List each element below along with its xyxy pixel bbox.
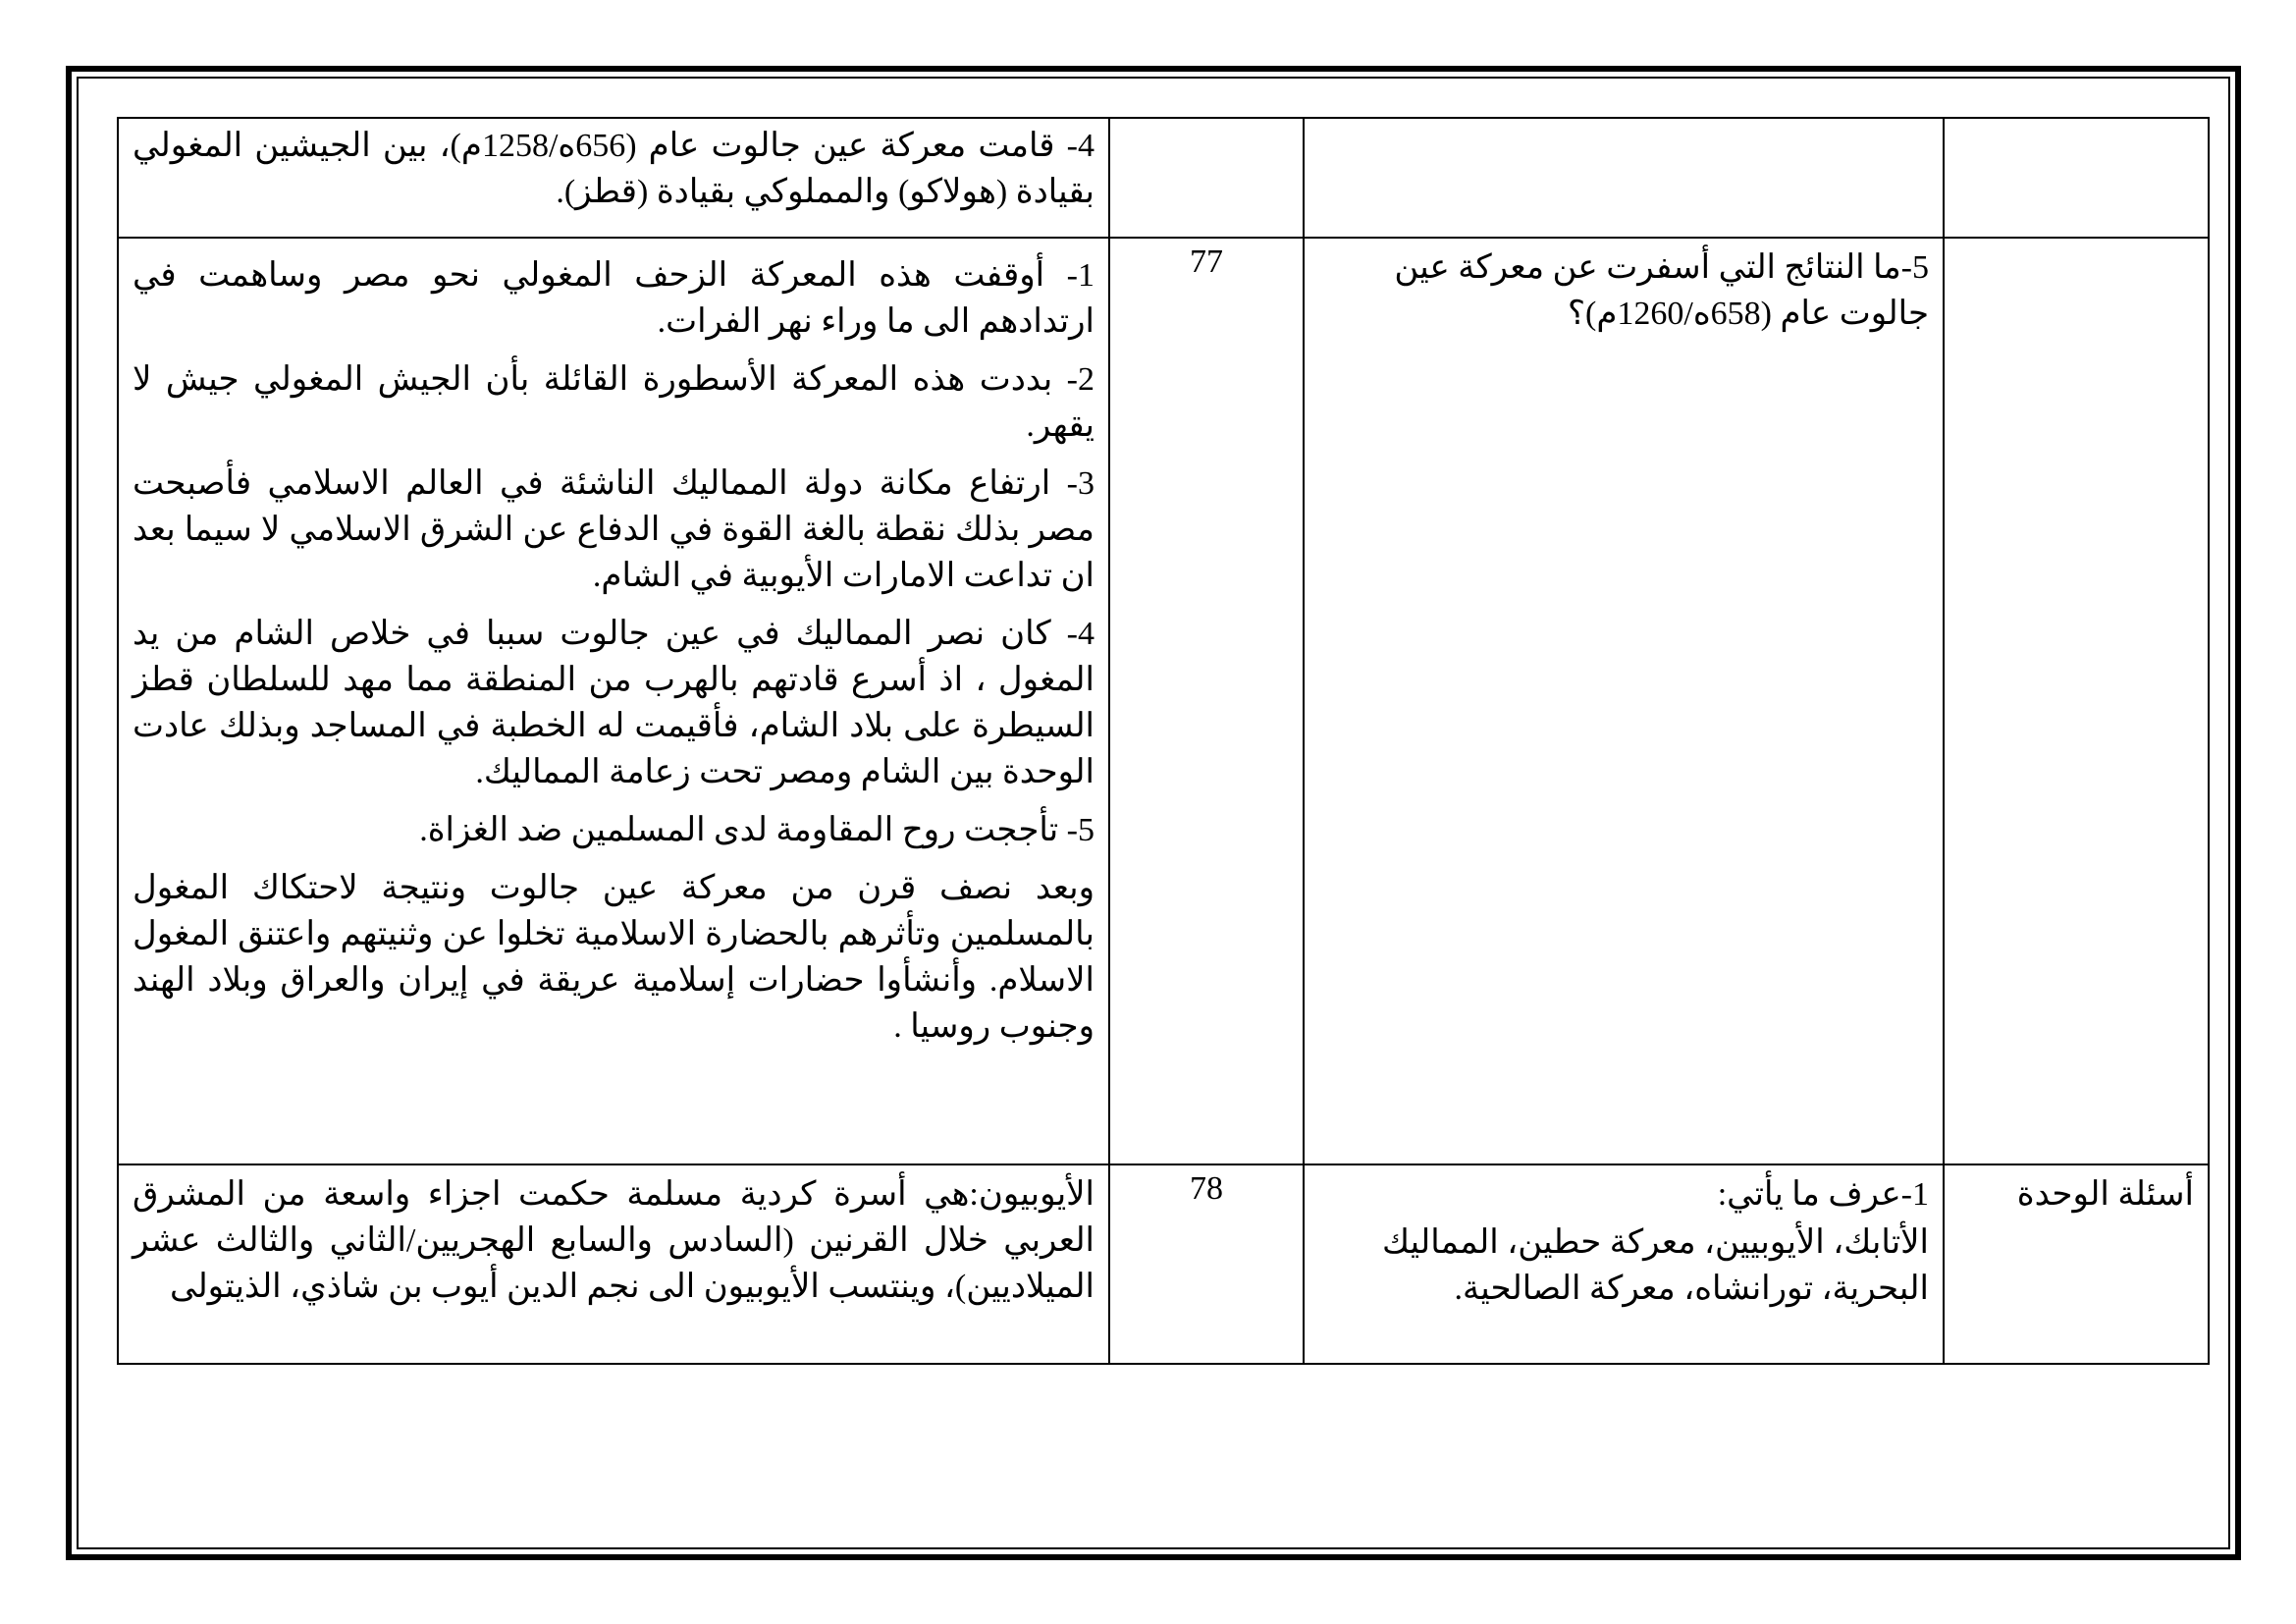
unit-cell: أسئلة الوحدة <box>1944 1164 2209 1364</box>
question-text: 1-عرف ما يأتي: <box>1717 1176 1929 1213</box>
question-terms: الأتابك، الأيوبيين، معركة حطين، المماليك البحرية، تورانشاه، معركة الصالحية. <box>1381 1224 1929 1307</box>
answer-paragraph: 3- ارتفاع مكانة دولة المماليك الناشئة في العالم الاسلامي فأصبحت مصر بذلك نقطة بالغة القوة في الدفاع عن الشرق الاسلامي لا سيما بعد ان تداعت الامارات الأيوبية في الشام. <box>133 465 1095 594</box>
page-number-cell: 78 <box>1109 1164 1304 1364</box>
table-row <box>118 118 2209 238</box>
answer-paragraph: 5- تأججت روح المقاومة لدى المسلمين ضد الغزاة. <box>419 812 1095 848</box>
answer-paragraph: 4- كان نصر المماليك في عين جالوت سببا في خلاص الشام من يد المغول ، اذ أسرع قادتهم بالهرب من المنطقة مما مهد للسلطان قطز السيطرة على بلاد الشام، فأقيمت له الخطبة في المساجد وبذلك عادت الوحدة بين الشام ومصر تحت زعامة المماليك. <box>133 616 1095 790</box>
answer-cell <box>118 118 1109 238</box>
unit-cell <box>1944 118 2209 238</box>
question-cell <box>1304 1164 1944 1364</box>
answer-paragraph: 2- بددت هذه المعركة الأسطورة القائلة بأن الجيش المغولي جيش لا يقهر. <box>133 361 1095 444</box>
unit-cell <box>1944 238 2209 1164</box>
answer-cell <box>118 1164 1109 1364</box>
page-number-cell: 77 <box>1109 238 1304 1164</box>
answer-cell <box>118 238 1109 1164</box>
question-cell: 5-ما النتائج التي أسفرت عن معركة عين جالوت عام (658ه/1260م)؟ <box>1304 238 1944 1164</box>
answer-paragraph: 1- أوقفت هذه المعركة الزحف المغولي نحو مصر وساهمت في ارتدادهم الى ما وراء نهر الفرات. <box>133 257 1095 340</box>
answer-paragraph: الأيوبيون:هي أسرة كردية مسلمة حكمت اجزاء واسعة من المشرق العربي خلال القرنين (السادس والسابع الهجريين/الثاني والثالث عشر الميلاديين)، وينتسب الأيوبيون الى نجم الدين أيوب بن شاذي، الذيتولى <box>133 1176 1095 1305</box>
table-row <box>118 238 2209 1164</box>
answers-table <box>117 117 2210 1365</box>
answer-paragraph: وبعد نصف قرن من معركة عين جالوت ونتيجة لاحتكاك المغول بالمسلمين وتأثرهم بالحضارة الاسلامية تخلوا عن وثنيتهم واعتنق المغول الاسلام. وأنشأوا حضارات إسلامية عريقة في إيران والعراق وبلاد الهند وجنوب روسيا . <box>133 870 1095 1045</box>
page-number-cell <box>1109 118 1304 238</box>
answer-paragraph: 4- قامت معركة عين جالوت عام (656ه/1258م)، بين الجيشين المغولي بقيادة (هولاكو) والمملوكي بقيادة (قطز). <box>133 128 1095 210</box>
table-row <box>118 1164 2209 1364</box>
question-cell <box>1304 118 1944 238</box>
